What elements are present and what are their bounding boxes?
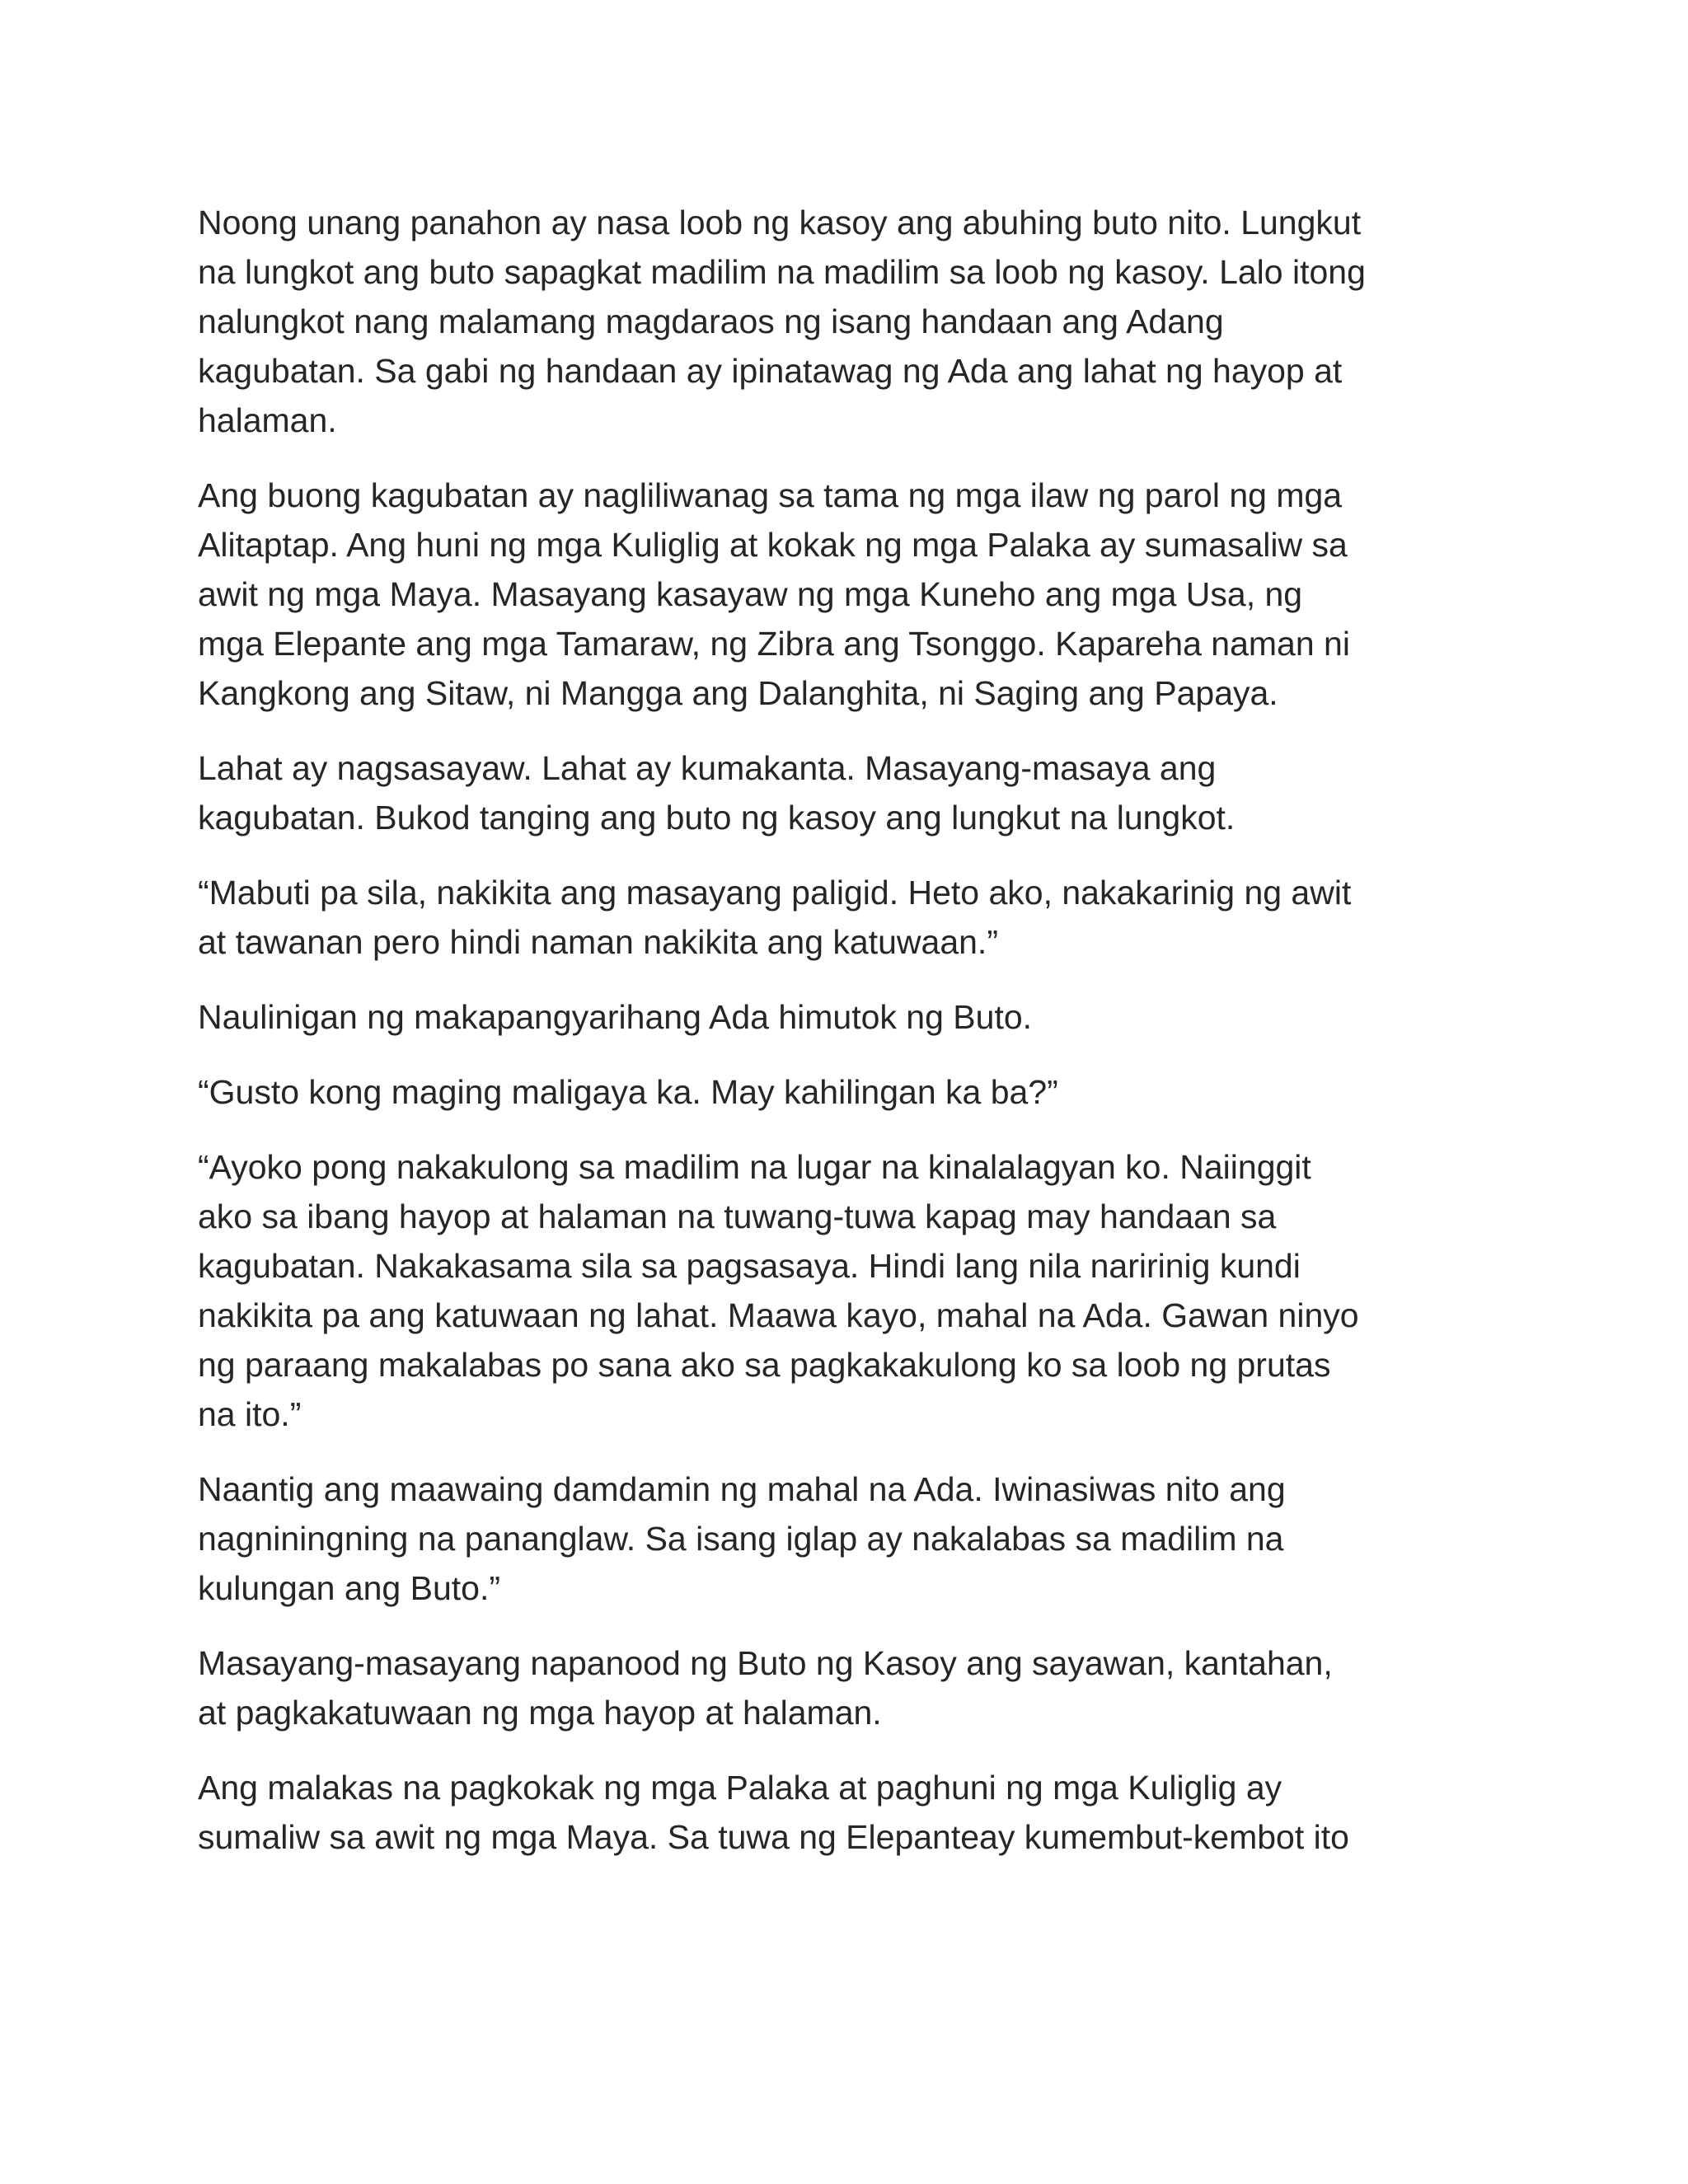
- paragraph: [198, 1465, 1500, 1613]
- text-line: kagubatan. Sa gabi ng handaan ay ipinatawag ng Ada ang lahat ng hayop at: [198, 352, 1343, 390]
- text-line: mga Elepante ang mga Tamaraw, ng Zibra ang Tsonggo. Kapareha naman ni: [198, 625, 1350, 663]
- text-line: nakikita pa ang katuwaan ng lahat. Maawa kayo, mahal na Ada. Gawan ninyo: [198, 1296, 1359, 1334]
- text-line: “Ayoko pong nakakulong sa madilim na lugar na kinalalagyan ko. Naiinggit: [198, 1148, 1311, 1186]
- paragraph: [198, 1763, 1500, 1862]
- text-line: Ang malakas na pagkokak ng mga Palaka at paghuni ng mga Kuliglig ay: [198, 1769, 1282, 1807]
- text-line: Noong unang panahon ay nasa loob ng kasoy ang abuhing buto nito. Lungkut: [198, 204, 1362, 241]
- paragraph: [198, 743, 1500, 842]
- text-line: ako sa ibang hayop at halaman na tuwang-tuwa kapag may handaan sa: [198, 1197, 1277, 1235]
- text-line: na lungkot ang buto sapagkat madilim na madilim sa loob ng kasoy. Lalo itong: [198, 253, 1366, 291]
- text-line: awit ng mga Maya. Masayang kasayaw ng mga Kuneho ang mga Usa, ng: [198, 575, 1303, 613]
- text-line: Kangkong ang Sitaw, ni Mangga ang Dalanghita, ni Saging ang Papaya.: [198, 674, 1278, 712]
- document-body: [198, 198, 1500, 1887]
- text-line: Naulinigan ng makapangyarihang Ada himutok ng Buto.: [198, 998, 1033, 1036]
- text-line: nalungkot nang malamang magdaraos ng isang handaan ang Adang: [198, 302, 1224, 340]
- text-line: kulungan ang Buto.”: [198, 1569, 500, 1607]
- text-line: ng paraang makalabas po sana ako sa pagkakakulong ko sa loob ng prutas: [198, 1346, 1331, 1384]
- paragraph: [198, 1142, 1500, 1439]
- text-line: Alitaptap. Ang huni ng mga Kuliglig at kokak ng mga Palaka ay sumasaliw sa: [198, 526, 1348, 564]
- text-line: Naantig ang maawaing damdamin ng mahal na Ada. Iwinasiwas nito ang: [198, 1470, 1286, 1508]
- paragraph: [198, 1638, 1500, 1737]
- text-line: Masayang-masayang napanood ng Buto ng Kasoy ang sayawan, kantahan,: [198, 1644, 1333, 1682]
- text-line: at pagkakatuwaan ng mga hayop at halaman.: [198, 1694, 882, 1732]
- text-line: Ang buong kagubatan ay nagliliwanag sa tama ng mga ilaw ng parol ng mga: [198, 476, 1343, 514]
- paragraph: [198, 992, 1500, 1042]
- text-line: sumaliw sa awit ng mga Maya. Sa tuwa ng Elepanteay kumembut-kembot ito: [198, 1818, 1349, 1856]
- text-line: “Mabuti pa sila, nakikita ang masayang paligid. Heto ako, nakakarinig ng awit: [198, 874, 1352, 912]
- paragraph: [198, 471, 1500, 718]
- text-line: nagniningning na pananglaw. Sa isang iglap ay nakalabas sa madilim na: [198, 1520, 1284, 1558]
- text-line: halaman.: [198, 401, 337, 439]
- text-line: kagubatan. Nakakasama sila sa pagsasaya. Hindi lang nila naririnig kundi: [198, 1247, 1301, 1285]
- paragraph: [198, 198, 1500, 445]
- text-line: Lahat ay nagsasayaw. Lahat ay kumakanta. Masayang-masaya ang: [198, 749, 1217, 787]
- text-line: kagubatan. Bukod tanging ang buto ng kasoy ang lungkut na lungkot.: [198, 799, 1236, 837]
- paragraph: [198, 1067, 1500, 1117]
- text-line: na ito.”: [198, 1395, 302, 1433]
- text-line: at tawanan pero hindi naman nakikita ang katuwaan.”: [198, 923, 998, 961]
- text-line: “Gusto kong maging maligaya ka. May kahilingan ka ba?”: [198, 1073, 1058, 1111]
- paragraph: [198, 868, 1500, 967]
